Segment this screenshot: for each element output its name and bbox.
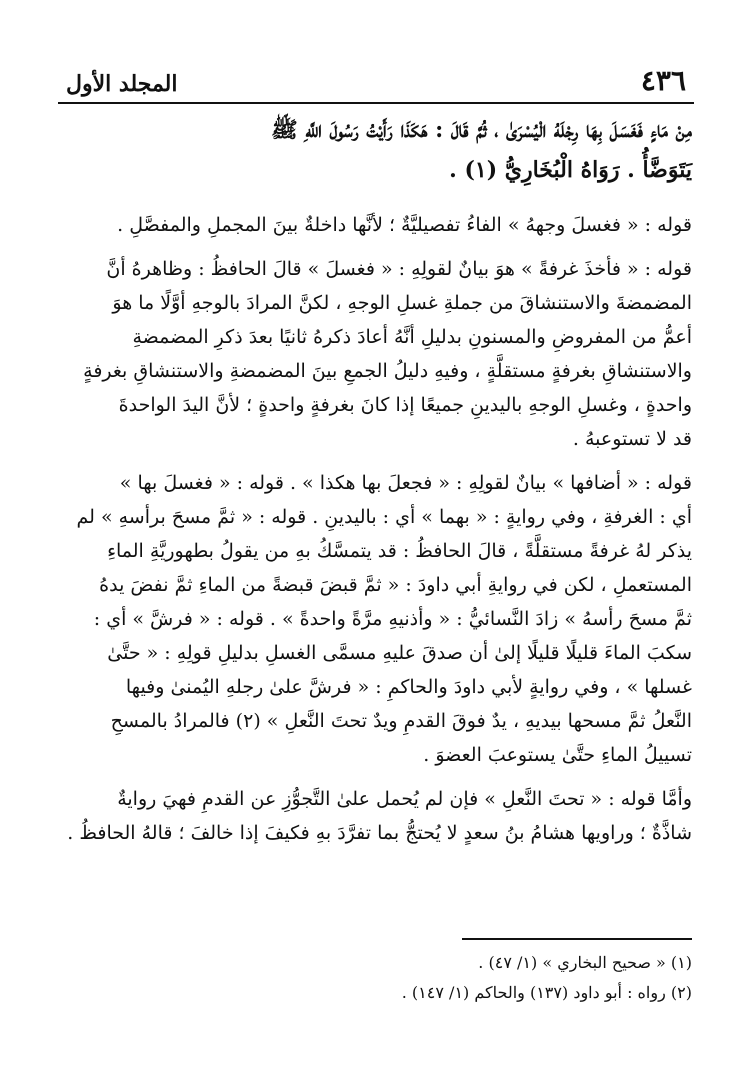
text-line: أي : الغرفةِ ، وفي روايةٍ : « بهما » أي : باليدينِ . قوله : « ثمَّ مسحَ برأسهِ » لم: [76, 506, 692, 528]
main-text: [60, 110, 692, 850]
text-line: يَتَوَضَّأُ . رَوَاهُ الْبُخَارِيُّ (١) .: [449, 157, 692, 183]
text-line: مِنْ مَاءٍ فَغَسَلَ بِهَا رِجْلَهُ الْيُسْرَىٰ ، ثُمَّ قَالَ : هَكَذَا رَأَيْتُ رَسُولَ اللَّهِ ﷺ: [271, 117, 692, 143]
text-line: أعمُّ من المفروضِ والمسنونِ بدليلِ أنَّهُ أعادَ ذكرهُ ثانيًا بعدَ ذكرِ المضمضةِ: [132, 326, 692, 348]
footnotes: [60, 948, 692, 1008]
text-line: وأمَّا قوله : « تحتَ النَّعلِ » فإن لم يُحمل علىٰ التَّجوُّزِ عن القدمِ فهيَ روايةٌ: [117, 788, 692, 810]
page-number: ٤٣٦: [640, 64, 686, 97]
text-line: قوله : « فغسلَ وجههُ » الفاءُ تفصيليَّةٌ ؛ لأنَّها داخلةٌ بينَ المجملِ والمفصَّلِ .: [117, 214, 692, 236]
text-line: غسلها » ، وفي روايةٍ لأبي داودَ والحاكمِ : « فرشَّ علىٰ رجلهِ اليُمنىٰ وفيها: [125, 676, 692, 698]
text-line: شاذَّةٌ ؛ وراويها هشامُ بنُ سعدٍ لا يُحتجُّ بما تفرَّدَ بهِ فكيفَ إذا خالفَ ؛ قالهُ الحافظُ .: [67, 822, 692, 844]
commentary-paragraph: [60, 252, 692, 456]
text-line: قوله : « أضافها » بيانٌ لقولِهِ : « فجعلَ بها هكذا » . قوله : « فغسلَ بها »: [119, 472, 692, 494]
text-line: المستعملِ ، لكن في روايةِ أبي داودَ : « ثمَّ قبضَ قبضةً من الماءِ ثمَّ نفضَ يدهُ: [99, 574, 692, 596]
text-line: تسييلُ الماءِ حتَّىٰ يستوعبَ العضوَ .: [423, 744, 692, 766]
text-line: المضمضةَ والاستنشاقَ من جملةِ غسلِ الوجهِ ، لكنَّ المرادَ بالوجهِ أوَّلًا ما هوَ: [112, 292, 692, 314]
text-line: واحدةٍ ، وغسلِ الوجهِ باليدينِ جميعًا إذا كانَ بغرفةٍ واحدةٍ ؛ لأنَّ اليدَ الواحدةَ: [118, 394, 692, 416]
text-line: يذكر لهُ غرفةً مستقلَّةً ، قالَ الحافظُ : قد يتمسَّكُ بهِ من يقولُ بطهوريَّةِ الماءِ: [107, 540, 692, 562]
text-line: النَّعلُ ثمَّ مسحها بيديهِ ، يدٌ فوقَ القدمِ ويدٌ تحتَ النَّعلِ » (٢) فالمرادُ بالمسحِ: [110, 710, 692, 732]
hadith-text: [60, 110, 692, 190]
page-header: [58, 62, 694, 104]
footnote-divider: [462, 938, 692, 940]
commentary-paragraph: [60, 782, 692, 850]
text-line: قد لا تستوعبهُ .: [572, 428, 692, 450]
footnote-2: (٢) رواه : أبو داود (١٣٧) والحاكم (١/ ١٤٧) .: [401, 983, 692, 1002]
text-line: سكبَ الماءَ قليلًا قليلًا إلىٰ أن صدقَ عليهِ مسمَّى الغسلِ بدليلِ قولِهِ : « حتَّىٰ: [107, 642, 692, 664]
footnote-1: (١) « صحيح البخاري » (١/ ٤٧) .: [478, 953, 692, 972]
text-line: ثمَّ مسحَ رأسهُ » زادَ النَّسائيُّ : « وأذنيهِ مرَّةً واحدةً » . قوله : « فرشَّ » أي :: [93, 608, 692, 630]
volume-title: المجلد الأول: [66, 71, 178, 97]
text-line: قوله : « فأخذَ غرفةً » هوَ بيانٌ لقولِهِ : « فغسلَ » قالَ الحافظُ : وظاهرهُ أنَّ: [106, 258, 692, 280]
commentary-paragraph: [60, 208, 692, 242]
commentary-paragraph: [60, 466, 692, 772]
text-line: والاستنشاقِ بغرفةٍ مستقلَّةٍ ، وفيهِ دليلُ الجمعِ بينَ المضمضةِ والاستنشاقِ بغرفةٍ: [83, 360, 692, 382]
